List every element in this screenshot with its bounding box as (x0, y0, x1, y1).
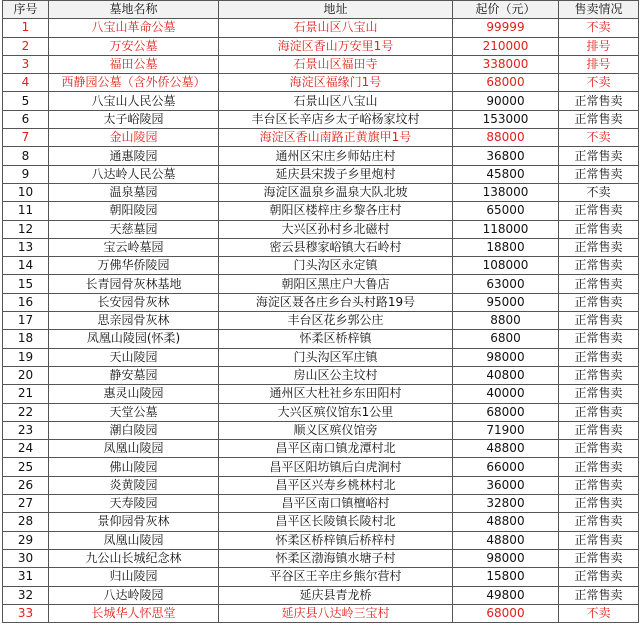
cell-name: 金山陵园 (49, 129, 219, 147)
cell-address: 昌平区长陵镇长陵村北 (219, 513, 453, 531)
cell-no: 26 (3, 476, 49, 494)
table-row (3, 586, 639, 604)
table-row (3, 440, 639, 458)
cell-status: 正常售卖 (559, 458, 639, 476)
cell-status: 正常售卖 (559, 531, 639, 549)
cell-price: 48800 (453, 531, 559, 549)
header-address: 地址 (219, 1, 453, 19)
cell-status: 正常售卖 (559, 403, 639, 421)
cell-address: 怀柔区桥梓镇 (219, 330, 453, 348)
cell-status: 正常售卖 (559, 312, 639, 330)
cell-price: 8800 (453, 312, 559, 330)
cell-address: 昌平区阳坊镇后白虎涧村 (219, 458, 453, 476)
cell-price: 40800 (453, 366, 559, 384)
cell-status: 正常售卖 (559, 275, 639, 293)
table-row (3, 549, 639, 567)
cell-price: 36800 (453, 147, 559, 165)
cell-address: 昌平区兴寿乡桃林村北 (219, 476, 453, 494)
cell-no: 22 (3, 403, 49, 421)
cell-address: 门头沟区军庄镇 (219, 348, 453, 366)
cell-name: 宝云岭墓园 (49, 238, 219, 256)
cell-address: 延庆县宋拨子乡里炮村 (219, 165, 453, 183)
cell-no: 17 (3, 312, 49, 330)
cell-no: 20 (3, 366, 49, 384)
cell-name: 八达岭人民公墓 (49, 165, 219, 183)
cell-address: 延庆县八达岭三宝村 (219, 604, 453, 622)
table-row (3, 531, 639, 549)
cell-price: 66000 (453, 458, 559, 476)
table-row (3, 19, 639, 37)
cell-name: 归山陵园 (49, 568, 219, 586)
cell-price: 99999 (453, 19, 559, 37)
cell-address: 海淀区福缘门1号 (219, 74, 453, 92)
cell-price: 90000 (453, 92, 559, 110)
cell-status: 正常售卖 (559, 568, 639, 586)
cell-price: 40000 (453, 385, 559, 403)
cell-price: 95000 (453, 293, 559, 311)
cell-name: 福田公墓 (49, 55, 219, 73)
cell-address: 昌平区南口镇檀峪村 (219, 495, 453, 513)
cell-address: 丰台区花乡郭公庄 (219, 312, 453, 330)
cell-no: 2 (3, 37, 49, 55)
cell-name: 长青园骨灰林基地 (49, 275, 219, 293)
cell-price: 32800 (453, 495, 559, 513)
cell-name: 佛山陵园 (49, 458, 219, 476)
table-row (3, 220, 639, 238)
cell-no: 33 (3, 604, 49, 622)
cell-address: 顺义区殡仪馆旁 (219, 421, 453, 439)
cell-no: 16 (3, 293, 49, 311)
cell-no: 10 (3, 183, 49, 201)
table-row (3, 458, 639, 476)
cell-address: 朝阳区黑庄户大鲁店 (219, 275, 453, 293)
cell-price: 210000 (453, 37, 559, 55)
cell-address: 延庆县青龙桥 (219, 586, 453, 604)
cell-name: 九公山长城纪念林 (49, 549, 219, 567)
cell-no: 12 (3, 220, 49, 238)
cell-status: 正常售卖 (559, 220, 639, 238)
cell-no: 8 (3, 147, 49, 165)
cell-name: 长城华人怀思堂 (49, 604, 219, 622)
table-row (3, 366, 639, 384)
cell-price: 15800 (453, 568, 559, 586)
cell-status: 正常售卖 (559, 165, 639, 183)
cemetery-price-table (2, 0, 639, 623)
cell-price: 118000 (453, 220, 559, 238)
cell-address: 海淀区香山万安里1号 (219, 37, 453, 55)
cell-status: 正常售卖 (559, 293, 639, 311)
cell-no: 25 (3, 458, 49, 476)
cell-name: 朝阳陵园 (49, 202, 219, 220)
cell-status: 正常售卖 (559, 366, 639, 384)
table-row (3, 37, 639, 55)
cell-price: 138000 (453, 183, 559, 201)
cell-address: 密云县穆家峪镇大石岭村 (219, 238, 453, 256)
cell-price: 71900 (453, 421, 559, 439)
cell-status: 正常售卖 (559, 110, 639, 128)
cell-no: 28 (3, 513, 49, 531)
cell-price: 338000 (453, 55, 559, 73)
cell-status: 不卖 (559, 19, 639, 37)
cell-no: 4 (3, 74, 49, 92)
cell-name: 温泉墓园 (49, 183, 219, 201)
cell-name: 太子峪陵园 (49, 110, 219, 128)
cell-address: 丰台区长辛店乡太子峪杨家坟村 (219, 110, 453, 128)
cell-no: 27 (3, 495, 49, 513)
cell-price: 68000 (453, 74, 559, 92)
cemetery-table-sheet (2, 0, 638, 638)
table-row (3, 330, 639, 348)
cell-status: 排号 (559, 37, 639, 55)
cell-address: 门头沟区永定镇 (219, 257, 453, 275)
cell-status: 排号 (559, 55, 639, 73)
cell-name: 八达岭陵园 (49, 586, 219, 604)
cell-address: 海淀区聂各庄乡台头村路19号 (219, 293, 453, 311)
cell-no: 32 (3, 586, 49, 604)
cell-price: 108000 (453, 257, 559, 275)
table-row (3, 275, 639, 293)
cell-price: 49800 (453, 586, 559, 604)
cell-address: 怀柔区桥梓镇后桥梓村 (219, 531, 453, 549)
table-row (3, 513, 639, 531)
table-row (3, 348, 639, 366)
table-row (3, 293, 639, 311)
cell-name: 静安墓园 (49, 366, 219, 384)
cell-price: 65000 (453, 202, 559, 220)
cell-address: 昌平区南口镇龙潭村北 (219, 440, 453, 458)
cell-name: 长安园骨灰林 (49, 293, 219, 311)
table-row (3, 476, 639, 494)
table-row (3, 257, 639, 275)
table-row (3, 74, 639, 92)
cell-no: 21 (3, 385, 49, 403)
cell-name: 通惠陵园 (49, 147, 219, 165)
cell-name: 天堂公墓 (49, 403, 219, 421)
cell-status: 正常售卖 (559, 202, 639, 220)
cell-no: 7 (3, 129, 49, 147)
cell-price: 98000 (453, 549, 559, 567)
cell-name: 万安公墓 (49, 37, 219, 55)
cell-status: 正常售卖 (559, 92, 639, 110)
cell-no: 14 (3, 257, 49, 275)
table-row (3, 568, 639, 586)
cell-name: 八宝山人民公墓 (49, 92, 219, 110)
table-row (3, 604, 639, 622)
cell-price: 18800 (453, 238, 559, 256)
cell-status: 正常售卖 (559, 549, 639, 567)
cell-name: 凤凰山陵园 (49, 531, 219, 549)
cell-address: 通州区大杜社乡东田阳村 (219, 385, 453, 403)
cell-price: 48800 (453, 440, 559, 458)
cell-name: 潮白陵园 (49, 421, 219, 439)
cell-address: 石景山区八宝山 (219, 19, 453, 37)
cell-status: 正常售卖 (559, 440, 639, 458)
cell-status: 正常售卖 (559, 330, 639, 348)
cell-no: 24 (3, 440, 49, 458)
cell-no: 30 (3, 549, 49, 567)
header-no: 序号 (3, 1, 49, 19)
cell-status: 正常售卖 (559, 476, 639, 494)
cell-status: 不卖 (559, 129, 639, 147)
cell-no: 3 (3, 55, 49, 73)
cell-status: 正常售卖 (559, 385, 639, 403)
cell-price: 63000 (453, 275, 559, 293)
cell-address: 平谷区王辛庄乡熊尔营村 (219, 568, 453, 586)
table-row (3, 312, 639, 330)
cell-status: 正常售卖 (559, 513, 639, 531)
cell-status: 正常售卖 (559, 348, 639, 366)
table-row (3, 129, 639, 147)
cell-price: 45800 (453, 165, 559, 183)
table-row (3, 385, 639, 403)
table-row (3, 165, 639, 183)
cell-address: 怀柔区渤海镇水塘子村 (219, 549, 453, 567)
cell-name: 凤凰山陵园(怀柔) (49, 330, 219, 348)
cell-no: 15 (3, 275, 49, 293)
cell-name: 思亲园骨灰林 (49, 312, 219, 330)
cell-status: 不卖 (559, 74, 639, 92)
cell-price: 6800 (453, 330, 559, 348)
cell-address: 石景山区八宝山 (219, 92, 453, 110)
cell-name: 炎黄陵园 (49, 476, 219, 494)
cell-status: 正常售卖 (559, 586, 639, 604)
cell-price: 153000 (453, 110, 559, 128)
cell-no: 19 (3, 348, 49, 366)
table-row (3, 403, 639, 421)
header-price: 起价（元） (453, 1, 559, 19)
cell-no: 18 (3, 330, 49, 348)
table-row (3, 110, 639, 128)
cell-no: 31 (3, 568, 49, 586)
cell-address: 房山区公主坟村 (219, 366, 453, 384)
cell-address: 石景山区福田寺 (219, 55, 453, 73)
cell-no: 29 (3, 531, 49, 549)
table-row (3, 202, 639, 220)
cell-address: 大兴区孙村乡北磁村 (219, 220, 453, 238)
cell-name: 凤凰山陵园 (49, 440, 219, 458)
cell-price: 36000 (453, 476, 559, 494)
cell-price: 98000 (453, 348, 559, 366)
cell-no: 5 (3, 92, 49, 110)
cell-price: 68000 (453, 403, 559, 421)
table-row (3, 55, 639, 73)
cell-price: 88000 (453, 129, 559, 147)
table-row (3, 147, 639, 165)
cell-status: 正常售卖 (559, 421, 639, 439)
cell-address: 大兴区殡仪馆东1公里 (219, 403, 453, 421)
cell-address: 海淀区香山南路正黄旗甲1号 (219, 129, 453, 147)
cell-address: 通州区宋庄乡师姑庄村 (219, 147, 453, 165)
table-row (3, 238, 639, 256)
cell-status: 不卖 (559, 183, 639, 201)
table-row (3, 495, 639, 513)
cell-no: 11 (3, 202, 49, 220)
cell-name: 万佛华侨陵园 (49, 257, 219, 275)
header-name: 墓地名称 (49, 1, 219, 19)
cell-name: 西静园公墓（含外侨公墓） (49, 74, 219, 92)
cell-no: 1 (3, 19, 49, 37)
table-row (3, 183, 639, 201)
cell-status: 不卖 (559, 604, 639, 622)
cell-status: 正常售卖 (559, 238, 639, 256)
header-row (3, 1, 639, 19)
cell-no: 6 (3, 110, 49, 128)
table-row (3, 92, 639, 110)
cell-status: 正常售卖 (559, 257, 639, 275)
cell-name: 景仰园骨灰林 (49, 513, 219, 531)
cell-no: 9 (3, 165, 49, 183)
cell-no: 23 (3, 421, 49, 439)
cell-status: 正常售卖 (559, 147, 639, 165)
cell-address: 海淀区温泉乡温泉大队北坡 (219, 183, 453, 201)
cell-no: 13 (3, 238, 49, 256)
cell-name: 天寿陵园 (49, 495, 219, 513)
table-row (3, 421, 639, 439)
cell-price: 48800 (453, 513, 559, 531)
cell-name: 八宝山革命公墓 (49, 19, 219, 37)
cell-address: 朝阳区楼梓庄乡黎各庄村 (219, 202, 453, 220)
header-status: 售卖情况 (559, 1, 639, 19)
cell-status: 正常售卖 (559, 495, 639, 513)
cell-price: 68000 (453, 604, 559, 622)
cell-name: 天慈墓园 (49, 220, 219, 238)
cell-name: 天山陵园 (49, 348, 219, 366)
cell-name: 惠灵山陵园 (49, 385, 219, 403)
